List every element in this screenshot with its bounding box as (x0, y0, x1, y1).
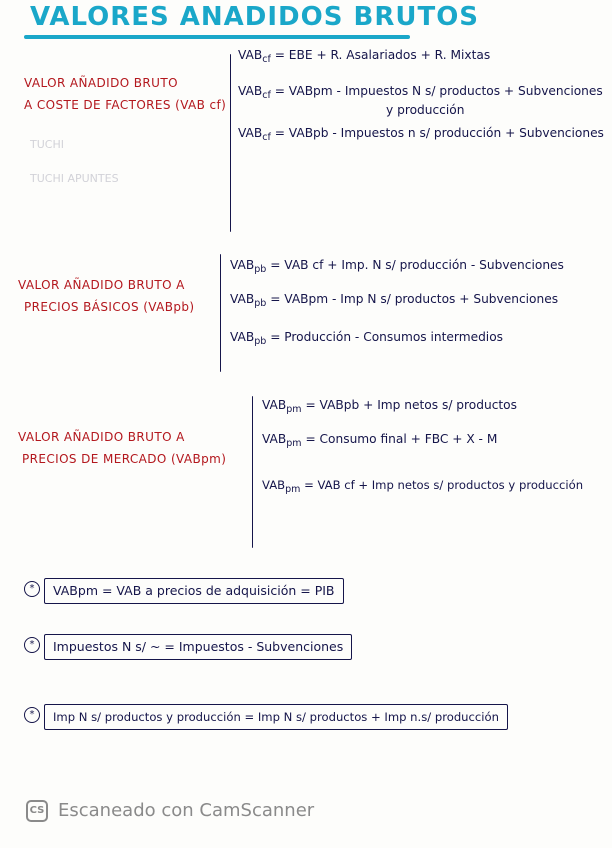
section-label-coste-factores: VALOR AÑADIDO BRUTO A COSTE DE FACTORES (VAB cf) (24, 76, 227, 112)
section-label-precios-basicos: VALOR AÑADIDO BRUTO A PRECIOS BÁSICOS (VABpb) (18, 278, 195, 314)
formula-vabpb-1: $VAB_{pb}$ = VAB cf + Imp. N s/ producción - Subvenciones (230, 258, 564, 275)
asterisk-icon: * (24, 637, 40, 653)
formula-vabcf-1: $VAB_{cf}$ = EBE + R. Asalariados + R. Mixtas (238, 48, 491, 65)
formula-vabpm-3: $VAB_{pm}$ = VAB cf + Imp netos s/ productos y producción (262, 478, 584, 495)
section-brace (230, 54, 231, 232)
title-underline (24, 35, 410, 39)
section-label-precios-mercado: VALOR AÑADIDO BRUTO A PRECIOS DE MERCADO (VABpm) (18, 430, 227, 466)
formula-vabcf-3: $VAB_{cf}$ = VABpb - Impuestos n s/ producción + Subvenciones (238, 126, 604, 143)
note-box: Impuestos N s/ ~ = Impuestos - Subvenciones (44, 634, 352, 660)
formula-vabpb-2: $VAB_{pb}$ = VABpm - Imp N s/ productos + Subvenciones (230, 292, 559, 309)
formula-vabpb-3: $VAB_{pb}$ = Producción - Consumos intermedios (230, 330, 503, 347)
asterisk-icon: * (24, 581, 40, 597)
section-brace (252, 396, 253, 548)
ghost-watermark-text: TUCHI (30, 138, 64, 151)
section-brace (220, 254, 221, 372)
note-box: Imp N s/ productos y producción = Imp N s/ productos + Imp n.s/ producción (44, 704, 508, 730)
note-box: VABpm = VAB a precios de adquisición = PIB (44, 578, 344, 604)
page-title: VALORES ANADIDOS BRUTOS (30, 2, 480, 32)
camscanner-logo-icon: CS (26, 800, 48, 822)
formula-vabpm-2: $VAB_{pm}$ = Consumo final + FBC + X - M (262, 432, 498, 449)
asterisk-icon: * (24, 707, 40, 723)
formula-vabcf-2: $VAB_{cf}$ = VABpm - Impuestos N s/ productos + Subvenciones y producción (238, 84, 603, 117)
ghost-watermark-text: TUCHI APUNTES (30, 172, 119, 185)
formula-vabpm-1: $VAB_{pm}$ = VABpb + Imp netos s/ productos (262, 398, 517, 415)
